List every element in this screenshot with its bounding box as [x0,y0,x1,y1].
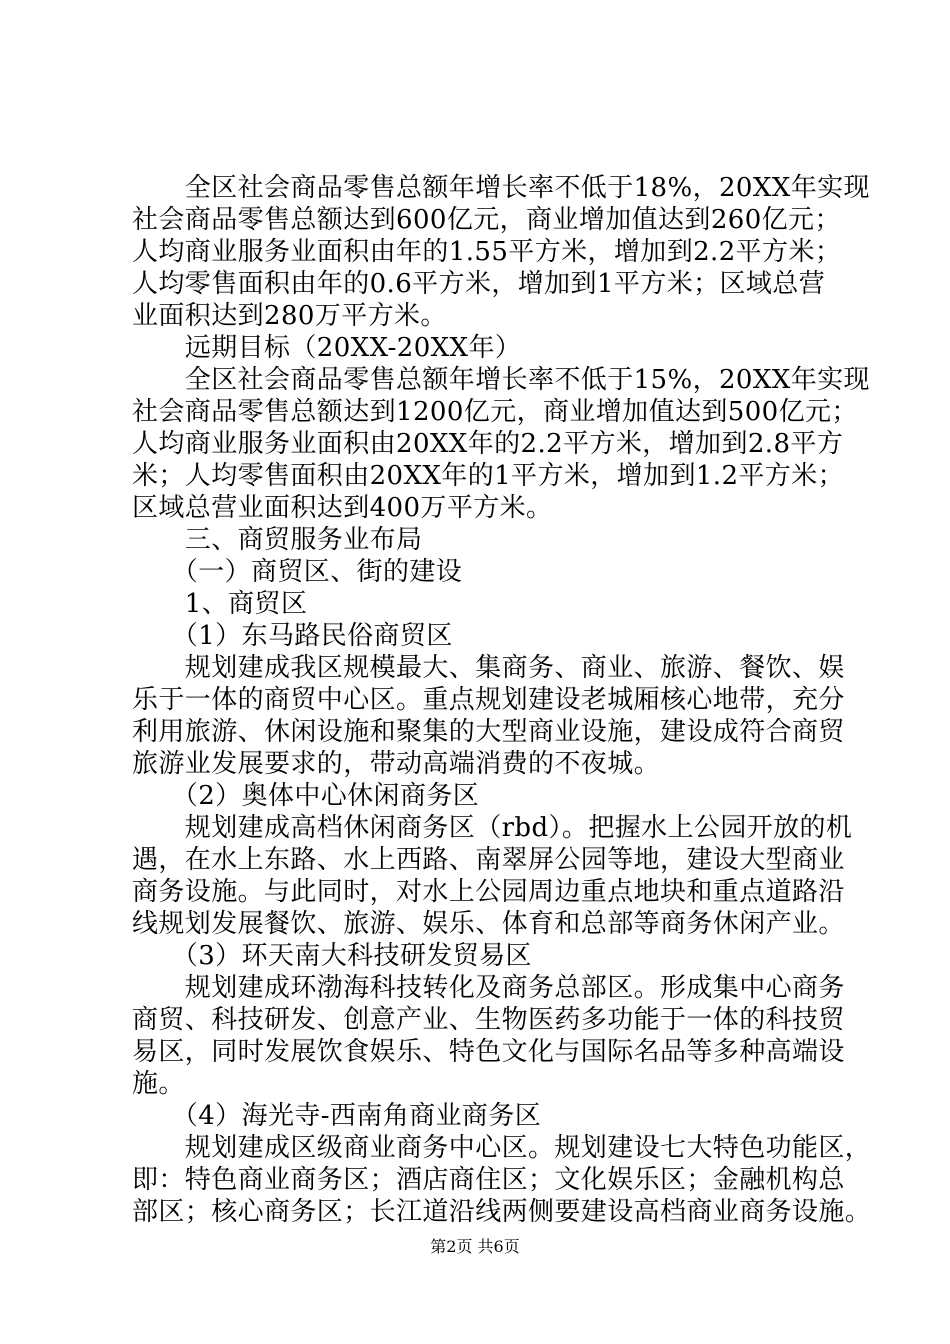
text-line: 即：特色商业商务区；酒店商住区；文化娱乐区；金融机构总 [132,1165,845,1195]
text-line: 业面积达到280万平方米。 [132,301,447,331]
text-line: 人均商业服务业面积由年的1.55平方米，增加到2.2平方米； [132,237,842,267]
text-line: 旅游业发展要求的，带动高端消费的不夜城。 [132,749,661,779]
text-line: 米；人均零售面积由20XX年的1平方米，增加到1.2平方米； [132,461,844,491]
section-heading: （3）环天南大科技研发贸易区 [132,941,532,971]
section-heading: 1、商贸区 [132,589,308,619]
text-line: 规划建成高档休闲商务区（rbd）。把握水上公园开放的机 [132,813,853,843]
text-line: 商贸、科技研发、创意产业、生物医药多功能于一体的科技贸 [132,1005,845,1035]
text-line: 规划建成我区规模最大、集商务、商业、旅游、餐饮、娱 [132,653,845,683]
text-line: 区域总营业面积达到400万平方米。 [132,493,553,523]
section-heading: （1）东马路民俗商贸区 [132,621,453,651]
text-line: 人均零售面积由年的0.6平方米，增加到1平方米；区域总营 [132,269,826,299]
text-line: 全区社会商品零售总额年增长率不低于15%，20XX年实现 [132,365,870,395]
text-line: 全区社会商品零售总额年增长率不低于18%，20XX年实现 [132,173,870,203]
text-line: 社会商品零售总额达到600亿元，商业增加值达到260亿元； [132,205,841,235]
text-line: 易区，同时发展饮食娱乐、特色文化与国际名品等多种高端设 [132,1037,845,1067]
page-footer: 第2页 共6页 [430,1237,520,1256]
section-heading: 三、商贸服务业布局 [132,525,423,555]
text-line: 社会商品零售总额达到1200亿元，商业增加值达到500亿元； [132,397,858,427]
text-line: 乐于一体的商贸中心区。重点规划建设老城厢核心地带，充分 [132,685,845,715]
text-line: 遇，在水上东路、水上西路、南翠屏公园等地，建设大型商业 [132,845,845,875]
text-line: 部区；核心商务区；长江道沿线两侧要建设高档商业商务设施。 [132,1197,872,1227]
text-line: 利用旅游、休闲设施和聚集的大型商业设施，建设成符合商贸 [132,717,845,747]
section-heading: （4）海光寺-西南角商业商务区 [132,1101,542,1131]
section-heading: （2）奥体中心休闲商务区 [132,781,480,811]
body-text [132,172,872,1228]
text-line: 线规划发展餐饮、旅游、娱乐、体育和总部等商务休闲产业。 [132,909,845,939]
text-line: 商务设施。与此同时，对水上公园周边重点地块和重点道路沿 [132,877,845,907]
section-heading: （一）商贸区、街的建设 [132,557,463,587]
section-heading: 远期目标（20XX-20XX年） [132,333,522,363]
text-line: 规划建成环渤海科技转化及商务总部区。形成集中心商务 [132,973,845,1003]
text-line: 人均商业服务业面积由20XX年的2.2平方米，增加到2.8平方 [132,429,844,459]
text-line: 施。 [132,1069,185,1099]
text-line: 规划建成区级商业商务中心区。规划建设七大特色功能区， [132,1133,872,1163]
